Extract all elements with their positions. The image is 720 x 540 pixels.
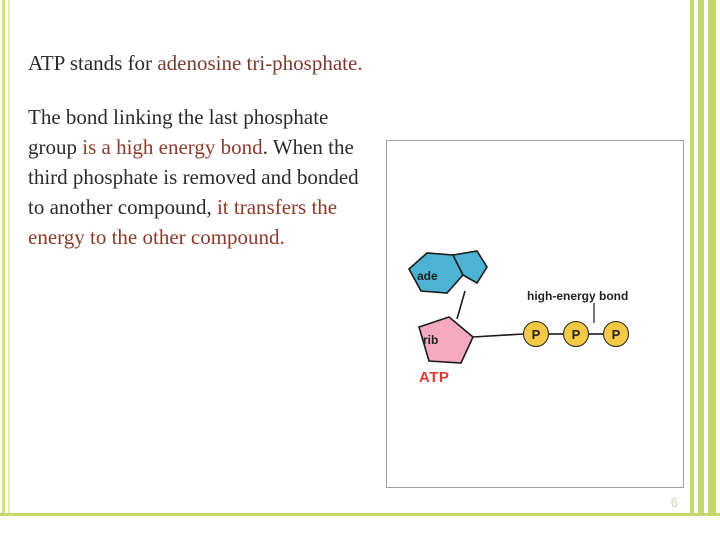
atp-label: ATP <box>419 369 450 386</box>
lead-sentence-plain: ATP stands for <box>28 51 158 75</box>
left-accent-bar-2 <box>8 0 10 540</box>
right-accent-bar-1 <box>690 0 694 540</box>
paragraph-segment-3: . When the third phosphate is removed and bonded to another compound, <box>28 135 359 219</box>
right-accent-bar-2 <box>698 0 704 540</box>
body-paragraph <box>28 103 373 252</box>
adenine-ribose-bond-icon <box>457 291 465 319</box>
right-accent-bar-3 <box>708 0 716 540</box>
atp-diagram-figure <box>386 140 684 488</box>
atp-diagram-canvas <box>387 141 683 487</box>
adenine-label: ade <box>417 269 438 283</box>
phosphate-circle-1: P <box>523 321 549 347</box>
paragraph-segment-2: is a high energy bond <box>82 135 263 160</box>
lead-sentence <box>28 50 688 77</box>
paragraph-segment-4: it transfers the energy to the other compound. <box>28 194 338 249</box>
ribose-phosphate-bond-icon <box>473 334 523 337</box>
left-accent-bars <box>0 0 16 540</box>
left-accent-bar-1 <box>2 0 5 540</box>
phosphate-circle-2: P <box>563 321 589 347</box>
phosphate-circle-3: P <box>603 321 629 347</box>
page-number: 6 <box>670 495 678 510</box>
ribose-label: rib <box>423 333 439 347</box>
bottom-accent-strip <box>0 513 720 540</box>
paragraph-segment-1: The bond linking the last phosphate group <box>28 105 329 160</box>
high-energy-bond-label: high-energy bond <box>527 289 629 303</box>
atp-molecule-svg <box>387 141 685 489</box>
lead-sentence-accent: adenosine tri-phosphate. <box>157 51 363 75</box>
right-accent-bars <box>684 0 720 540</box>
